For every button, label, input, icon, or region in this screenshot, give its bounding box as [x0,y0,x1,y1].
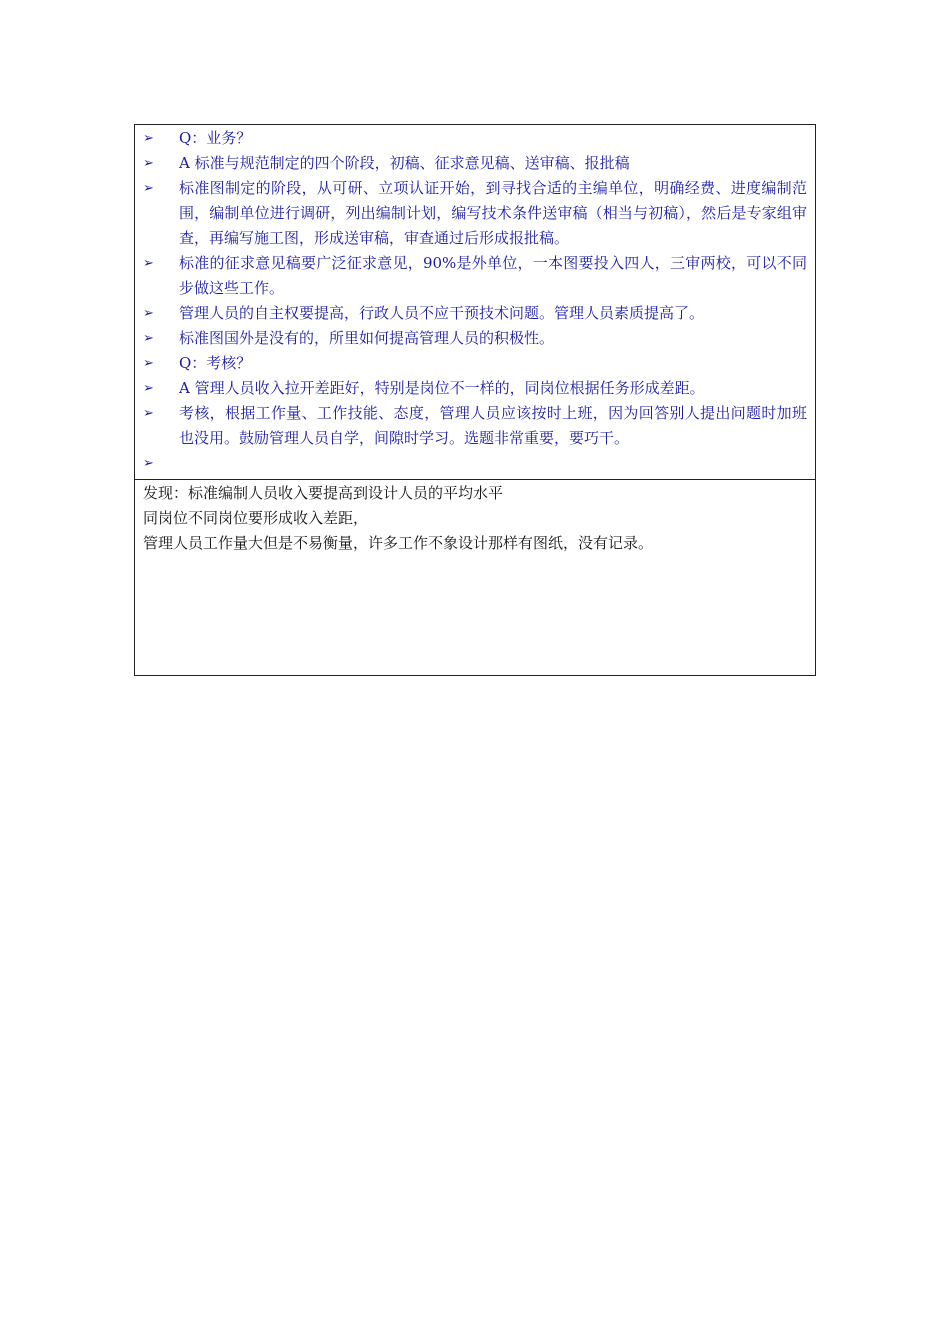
finding-line: 管理人员工作量大但是不易衡量，许多工作不象设计那样有图纸，没有记录。 [143,534,654,552]
arrowhead-bullet-icon: ➢ [143,381,154,396]
bullet-item [143,351,807,376]
bullet-item [143,401,807,451]
bullet-item [143,126,807,151]
bullet-item [143,326,807,351]
arrowhead-bullet-icon: ➢ [143,181,154,196]
bullet-text: A 标准与规范制定的四个阶段，初稿、征求意见稿、送审稿、报批稿 [179,154,630,172]
interview-notes-table [134,124,816,676]
bullet-item [143,151,807,176]
arrowhead-bullet-icon: ➢ [143,456,154,471]
bullet-text: Q：业务？ [179,129,252,147]
bullet-item [143,251,807,301]
bullet-text: A 管理人员收入拉开差距好，特别是岗位不一样的，同岗位根据任务形成差距。 [179,379,705,397]
arrowhead-bullet-icon: ➢ [143,406,154,421]
bullet-text: 标准图国外是没有的，所里如何提高管理人员的积极性。 [179,329,555,347]
finding-line: 发现：标准编制人员收入要提高到设计人员的平均水平 [143,484,504,502]
arrowhead-bullet-icon: ➢ [143,356,154,371]
bullet-text: 考核，根据工作量、工作技能、态度，管理人员应该按时上班，因为回答别人提出问题时加班也没用。鼓励管理人员自学，间隙时学习。选题非常重要，要巧干。 [179,404,807,447]
arrowhead-bullet-icon: ➢ [143,306,154,321]
arrowhead-bullet-icon: ➢ [143,256,154,271]
bullet-item [143,301,807,326]
arrowhead-bullet-icon: ➢ [143,131,154,146]
finding-line: 同岗位不同岗位要形成收入差距， [143,509,369,527]
bullet-item [143,376,807,401]
findings-cell [135,480,815,675]
bullet-item [143,176,807,251]
bullet-text: 管理人员的自主权要提高，行政人员不应干预技术问题。管理人员素质提高了。 [179,304,705,322]
bullet-text: 标准图制定的阶段，从可研、立项认证开始，到寻找合适的主编单位，明确经费、进度编制范围，编制单位进行调研，列出编制计划，编写技术条件送审稿（相当与初稿），然后是专家组审查，再编写施工图，形成送审稿，审查通过后形成报批稿。 [179,179,807,247]
bullet-item-empty [143,451,807,476]
bullet-text: 标准的征求意见稿要广泛征求意见，90%是外单位，一本图要投入四人，三审两校，可以不同步做这些工作。 [179,254,807,297]
bullet-text: Q：考核？ [179,354,252,372]
arrowhead-bullet-icon: ➢ [143,156,154,171]
interview-notes-cell [135,125,815,480]
arrowhead-bullet-icon: ➢ [143,331,154,346]
